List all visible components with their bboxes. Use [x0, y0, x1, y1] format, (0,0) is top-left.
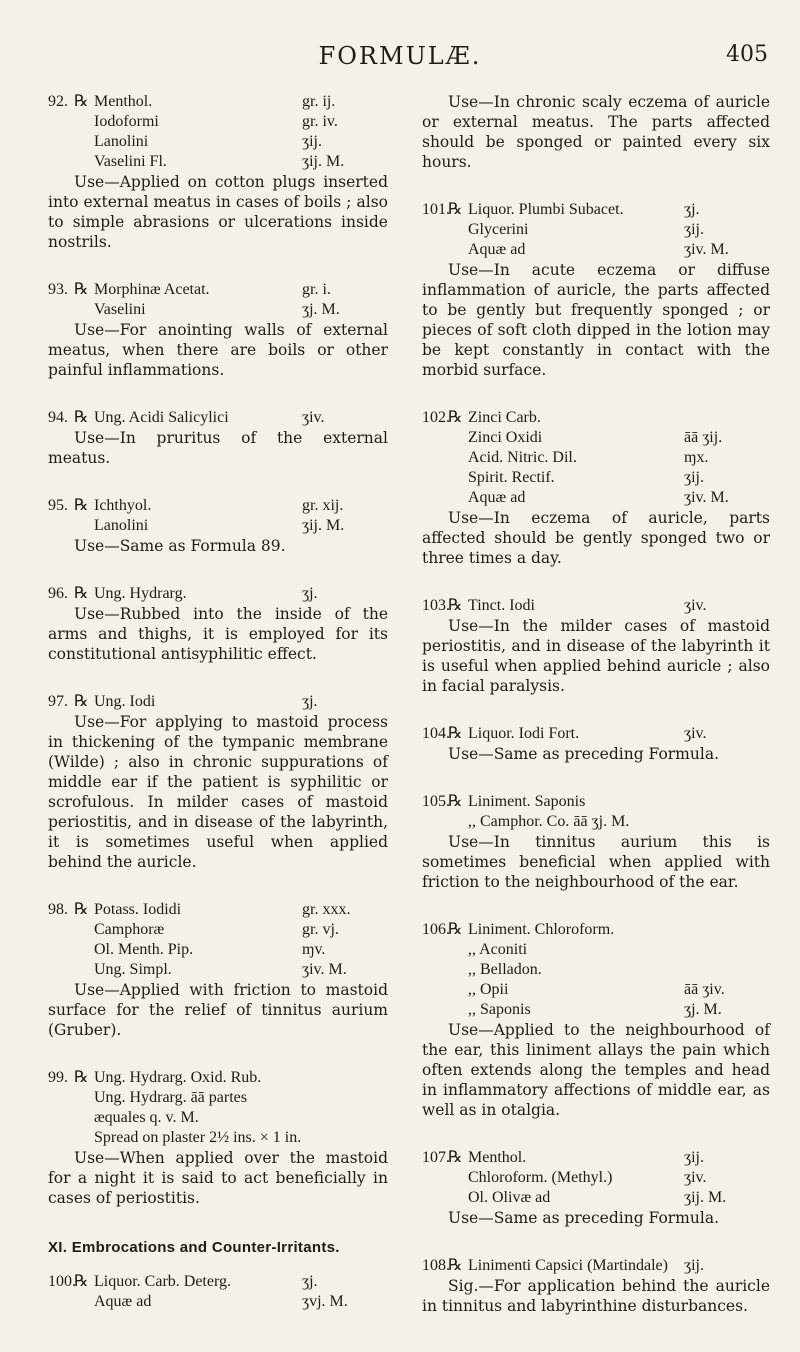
ingredient-dose: ʒiv. [684, 597, 707, 614]
ingredient-name: Zinci Oxidi [468, 429, 543, 446]
formula-line [48, 516, 388, 536]
usage-text: Use—In tinnitus aurium this is sometimes beneficial when applied with friction to the neighbourhood of the ear. [422, 833, 770, 891]
page-number: 405 [726, 42, 768, 67]
ingredient-name: Aquæ ad [94, 1293, 152, 1310]
formula-number: 95. [48, 497, 68, 514]
ingredient-dose: gr. vj. [302, 921, 339, 938]
formula-line [48, 1292, 388, 1312]
formula-number: 98. [48, 901, 68, 918]
formula-line [422, 812, 770, 832]
ingredient-name: Ung. Hydrarg. [94, 585, 187, 602]
ingredient-dose: ʒij. M. [302, 153, 345, 170]
ingredient-name: Morphinæ Acetat. [94, 281, 210, 298]
ingredient-dose: ʒiv. M. [684, 241, 729, 258]
ingredient-name: Ung. Simpl. [94, 961, 172, 978]
ingredient-name: Liniment. Saponis [468, 793, 586, 810]
formula-line [422, 724, 770, 744]
ingredient-dose: ʒj. [302, 693, 318, 710]
rx-symbol: ℞ [74, 93, 89, 110]
ingredient-dose: ʒij. M. [302, 517, 345, 534]
ingredient-name: Chloroform. (Methyl.) [468, 1169, 613, 1186]
usage-text: Use—Applied with friction to mastoid surface for the relief of tinnitus aurium (Gruber). [48, 981, 388, 1039]
formula-number: 100. [48, 1273, 76, 1290]
formula-line [48, 1272, 388, 1292]
ingredient-name: Tinct. Iodi [468, 597, 535, 614]
formula-line [422, 1188, 770, 1208]
ingredient-name: Liquor. Plumbi Subacet. [468, 201, 624, 218]
usage-text: Use—Same as preceding Formula. [448, 745, 719, 763]
ingredient-dose [684, 408, 770, 428]
formula-line [422, 1000, 770, 1020]
usage-text: Use—In pruritus of the external meatus. [48, 429, 388, 467]
usage-text: Use—When applied over the mastoid for a night it is said to act beneficially in cases of periostitis. [48, 1149, 388, 1207]
running-title: FORMULÆ. [318, 42, 482, 70]
ingredient-name: Ol. Menth. Pip. [94, 941, 194, 958]
rx-symbol: ℞ [74, 901, 89, 918]
ingredient-name: ,, Opii [468, 981, 509, 998]
formula-line [48, 408, 388, 428]
formula-number: 102. [422, 409, 450, 426]
formula-line [48, 92, 388, 112]
formula-line [48, 132, 388, 152]
formula-entry-5 [48, 692, 388, 872]
ingredient-name: Vaselini Fl. [94, 153, 167, 170]
rx-symbol: ℞ [74, 1273, 89, 1290]
ingredient-dose [684, 940, 770, 960]
formula-number: 106. [422, 921, 450, 938]
formula-line [48, 900, 388, 920]
usage-text: Use—Same as preceding Formula. [448, 1209, 719, 1227]
ingredient-dose: ʒvj. M. [302, 1293, 348, 1310]
formula-entry-r3 [422, 596, 770, 696]
rx-symbol: ℞ [448, 793, 463, 810]
usage-text: Use—In eczema of auricle, parts affected should be gently sponged two or three times a day. [422, 509, 770, 567]
ingredient-name: Liquor. Carb. Deterg. [94, 1273, 232, 1290]
ingredient-name: Linimenti Capsici (Martindale) [468, 1257, 668, 1274]
ingredient-name: Ichthyol. [94, 497, 152, 514]
formula-entry-6 [48, 900, 388, 1040]
formula-line [422, 1256, 770, 1276]
formula-line [48, 940, 388, 960]
formula-number: 92. [48, 93, 68, 110]
rx-symbol: ℞ [448, 201, 463, 218]
ingredient-name: Lanolini [94, 517, 149, 534]
ingredient-dose: gr. ij. [302, 93, 336, 110]
ingredient-name: ,, Camphor. Co. āā ʒj. M. [468, 813, 630, 830]
left-column [48, 92, 388, 1312]
ingredient-dose: ʒiv. [302, 409, 325, 426]
usage-text: Sig.—For application behind the auricle in tinnitus and labyrinthine disturbances. [422, 1277, 770, 1315]
formula-line [422, 792, 770, 812]
ingredient-dose: ʒiv. M. [684, 489, 729, 506]
formula-line [422, 1168, 770, 1188]
formula-number: 107. [422, 1149, 450, 1166]
usage-text: Use—Same as Formula 89. [74, 537, 286, 555]
right-column [422, 92, 770, 1344]
ingredient-name: Lanolini [94, 133, 149, 150]
formula-number: 94. [48, 409, 68, 426]
formula-number: 96. [48, 585, 68, 602]
ingredient-name: Menthol. [94, 93, 153, 110]
rx-symbol: ℞ [448, 921, 463, 938]
ingredient-name: ,, Saponis [468, 1001, 531, 1018]
formula-line [422, 940, 770, 960]
ingredient-name: Vaselini [94, 301, 146, 318]
rx-symbol: ℞ [74, 497, 89, 514]
ingredient-dose [684, 920, 770, 940]
ingredient-dose: ʒiv. [684, 1169, 707, 1186]
ingredient-dose: ʒj. M. [302, 301, 340, 318]
ingredient-name: Ung. Hydrarg. āā partes æquales q. v. M. [94, 1089, 247, 1126]
ingredient-dose [684, 792, 770, 812]
formula-line [422, 408, 770, 428]
ingredient-name: Spirit. Rectif. [468, 469, 555, 486]
section-heading: XI. Embrocations and Counter-Irritants. [48, 1239, 340, 1256]
ingredient-dose: ʒij. [684, 1257, 704, 1274]
formula-entry-r1 [422, 200, 770, 380]
ingredient-dose: gr. iv. [302, 113, 338, 130]
formula-line [422, 488, 770, 508]
formula-line [48, 920, 388, 940]
ingredient-name: ,, Belladon. [468, 961, 542, 978]
formula-line [48, 692, 388, 712]
ingredient-dose: ʒij. [302, 133, 322, 150]
formula-line [422, 200, 770, 220]
formula-number: 99. [48, 1069, 68, 1086]
ingredient-dose [302, 1068, 388, 1088]
ingredient-dose: āā ʒiv. [684, 981, 725, 998]
formula-line [48, 1068, 388, 1088]
rx-symbol: ℞ [74, 585, 89, 602]
formula-entry-r0 [422, 92, 770, 172]
formula-entry-100 [48, 1272, 388, 1312]
ingredient-dose: ʒij. M. [684, 1189, 727, 1206]
ingredient-dose: ʒij. [684, 469, 704, 486]
formula-entry-r5 [422, 792, 770, 892]
ingredient-dose: gr. xij. [302, 497, 344, 514]
formula-entry-r2 [422, 408, 770, 568]
ingredient-dose: ɱv. [302, 941, 326, 958]
ingredient-dose: ʒj. [302, 1273, 318, 1290]
ingredient-name: Glycerini [468, 221, 529, 238]
usage-text: Use—Applied to the neighbourhood of the ear, this liniment allays the pain which often extends along the temples and head in inflammatory affections of middle ear, as well as in otalgia. [422, 1021, 770, 1119]
formula-line [48, 1128, 388, 1148]
formula-number: 105. [422, 793, 450, 810]
formula-number: 97. [48, 693, 68, 710]
usage-text: Use—Applied on cotton plugs inserted into external meatus in cases of boils ; also to simple abrasions or ulcerations inside nostrils. [48, 173, 388, 251]
ingredient-name: Iodoformi [94, 113, 159, 130]
formula-line [422, 960, 770, 980]
formula-entry-2 [48, 408, 388, 468]
formula-line [48, 280, 388, 300]
formula-line [48, 960, 388, 980]
formula-number: 104. [422, 725, 450, 742]
rx-symbol: ℞ [74, 409, 89, 426]
ingredient-dose: ʒiv. M. [302, 961, 347, 978]
ingredient-dose [302, 1088, 388, 1128]
ingredient-dose [684, 812, 770, 832]
ingredient-name: Potass. Iodidi [94, 901, 182, 918]
ingredient-name: Aquæ ad [468, 241, 526, 258]
rx-symbol: ℞ [448, 409, 463, 426]
rx-symbol: ℞ [448, 725, 463, 742]
formula-entry-r7 [422, 1148, 770, 1228]
ingredient-name: Zinci Carb. [468, 409, 541, 426]
formula-entry-r8 [422, 1256, 770, 1316]
ingredient-dose: āā ʒij. [684, 429, 723, 446]
formula-line [422, 220, 770, 240]
formula-line [422, 980, 770, 1000]
formula-line [422, 468, 770, 488]
usage-text: Use—Rubbed into the inside of the arms and thighs, it is employed for its constitutional antisyphilitic effect. [48, 605, 388, 663]
formula-line [48, 152, 388, 172]
ingredient-dose: ʒj. M. [684, 1001, 722, 1018]
usage-text: Use—For applying to mastoid process in thickening of the tympanic membrane (Wilde) ; also in chronic suppurations of middle ear if the patient is syphilitic or scrofulous. In milder cases of mastoid periostitis, and in disease of the labyrinth, it is sometimes useful when applied behind the auricle. [48, 713, 388, 871]
formula-line [422, 920, 770, 940]
usage-text: Use—For anointing walls of external meatus, when there are boils or other painful inflammations. [48, 321, 388, 379]
formula-line [422, 596, 770, 616]
ingredient-name: Menthol. [468, 1149, 527, 1166]
ingredient-dose: ɱx. [684, 449, 709, 466]
formula-entry-0 [48, 92, 388, 252]
ingredient-name: ,, Aconiti [468, 941, 528, 958]
ingredient-dose: ʒj. [684, 201, 700, 218]
ingredient-dose [684, 960, 770, 980]
formula-number: 101. [422, 201, 450, 218]
ingredient-name: Ung. Acidi Salicylici [94, 409, 229, 426]
ingredient-dose [302, 1128, 388, 1148]
ingredient-name: Aquæ ad [468, 489, 526, 506]
formula-line [48, 1088, 388, 1128]
formula-line [422, 1148, 770, 1168]
formula-line [422, 448, 770, 468]
formula-number: 93. [48, 281, 68, 298]
formula-line [422, 240, 770, 260]
formula-entry-3 [48, 496, 388, 556]
formula-line [48, 584, 388, 604]
formula-entry-4 [48, 584, 388, 664]
formula-entry-7 [48, 1068, 388, 1208]
ingredient-name: Spread on plaster 2½ ins. × 1 in. [94, 1129, 302, 1146]
ingredient-dose: gr. i. [302, 281, 331, 298]
formula-entry-r4 [422, 724, 770, 764]
ingredient-dose: ʒiv. [684, 725, 707, 742]
formula-entry-r6 [422, 920, 770, 1120]
rx-symbol: ℞ [74, 693, 89, 710]
ingredient-name: Acid. Nitric. Dil. [468, 449, 577, 466]
rx-symbol: ℞ [448, 1257, 463, 1274]
ingredient-name: Ung. Iodi [94, 693, 156, 710]
usage-text: Use—In chronic scaly eczema of auricle or external meatus. The parts affected should be sponged or painted every six hours. [422, 93, 770, 171]
ingredient-name: Camphoræ [94, 921, 165, 938]
ingredient-dose: ʒj. [302, 585, 318, 602]
formula-number: 108. [422, 1257, 450, 1274]
usage-text: Use—In acute eczema or diffuse inflammation of auricle, the parts affected to be gently but frequently sponged ; or pieces of soft cloth dipped in the lotion may be kept constantly in contact with the morbid surface. [422, 261, 770, 379]
formula-entry-1 [48, 280, 388, 380]
formula-line [48, 300, 388, 320]
ingredient-dose: gr. xxx. [302, 901, 351, 918]
ingredient-name: Ol. Olivæ ad [468, 1189, 551, 1206]
page-header [0, 0, 800, 80]
ingredient-dose: ʒij. [684, 1149, 704, 1166]
usage-text: Use—In the milder cases of mastoid periostitis, and in disease of the labyrinth it is useful when applied behind auricle ; also in facial paralysis. [422, 617, 770, 695]
rx-symbol: ℞ [448, 597, 463, 614]
ingredient-name: Liquor. Iodi Fort. [468, 725, 580, 742]
rx-symbol: ℞ [448, 1149, 463, 1166]
formula-line [422, 428, 770, 448]
formula-line [48, 496, 388, 516]
ingredient-name: Ung. Hydrarg. Oxid. Rub. [94, 1069, 262, 1086]
rx-symbol: ℞ [74, 281, 89, 298]
ingredient-name: Liniment. Chloroform. [468, 921, 615, 938]
rx-symbol: ℞ [74, 1069, 89, 1086]
formula-number: 103. [422, 597, 450, 614]
ingredient-dose: ʒij. [684, 221, 704, 238]
formula-line [48, 112, 388, 132]
